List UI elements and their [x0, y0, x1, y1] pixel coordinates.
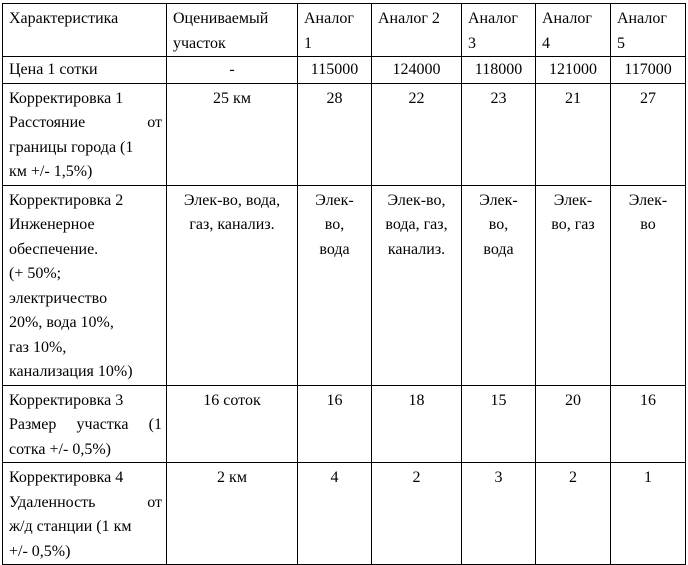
price-subject: -	[167, 57, 298, 84]
adjustment-1-analog-2: 22	[372, 83, 462, 185]
adjustment-4-subject: 2 км	[167, 463, 298, 565]
adjustment-3-label: Корректировка 3 Размер участка (1 сотка +/- 0,5%)	[3, 385, 167, 463]
adjustment-4-analog-3: 3	[462, 463, 536, 565]
adjustment-3-analog-3: 15	[462, 385, 536, 463]
price-analog-5: 117000	[611, 57, 686, 84]
adjustment-2-analog-4: Элек- во, газ	[536, 185, 611, 385]
header-analog-4: Аналог 4	[536, 4, 611, 57]
price-analog-1: 115000	[298, 57, 372, 84]
adjustment-1-subject: 25 км	[167, 83, 298, 185]
price-label: Цена 1 сотки	[3, 57, 167, 84]
adjustment-4-analog-5: 1	[611, 463, 686, 565]
adjustment-1-label: Корректировка 1 Расстояние от границы города (1 км +/- 1,5%)	[3, 83, 167, 185]
adjustment-3-row	[3, 385, 686, 463]
adjustment-2-analog-1: Элек- во, вода	[298, 185, 372, 385]
header-analog-3: Аналог 3	[462, 4, 536, 57]
header-characteristic: Характеристика	[3, 4, 167, 57]
adjustment-2-row	[3, 185, 686, 385]
adjustment-1-analog-5: 27	[611, 83, 686, 185]
comparison-table	[2, 3, 686, 565]
price-analog-2: 124000	[372, 57, 462, 84]
header-row	[3, 4, 686, 57]
adjustment-2-analog-2: Элек-во, вода, газ, канализ.	[372, 185, 462, 385]
adjustment-3-subject: 16 соток	[167, 385, 298, 463]
price-analog-4: 121000	[536, 57, 611, 84]
price-row	[3, 57, 686, 84]
header-analog-5: Аналог 5	[611, 4, 686, 57]
adjustment-4-label: Корректировка 4 Удаленность от ж/д станции (1 км +/- 0,5%)	[3, 463, 167, 565]
adjustment-4-analog-1: 4	[298, 463, 372, 565]
header-subject: Оцениваемый участок	[167, 4, 298, 57]
adjustment-1-row	[3, 83, 686, 185]
adjustment-4-row	[3, 463, 686, 565]
adjustment-1-analog-3: 23	[462, 83, 536, 185]
price-analog-3: 118000	[462, 57, 536, 84]
adjustment-1-analog-4: 21	[536, 83, 611, 185]
adjustment-3-analog-4: 20	[536, 385, 611, 463]
adjustment-2-label: Корректировка 2 Инженерное обеспечение. (+ 50%; электричество 20%, вода 10%, газ 10%, канализация 10%)	[3, 185, 167, 385]
adjustment-3-analog-1: 16	[298, 385, 372, 463]
adjustment-4-analog-2: 2	[372, 463, 462, 565]
adjustment-4-analog-4: 2	[536, 463, 611, 565]
header-analog-1: Аналог 1	[298, 4, 372, 57]
adjustment-1-analog-1: 28	[298, 83, 372, 185]
adjustment-2-analog-5: Элек- во	[611, 185, 686, 385]
adjustment-2-subject: Элек-во, вода, газ, канализ.	[167, 185, 298, 385]
header-analog-2: Аналог 2	[372, 4, 462, 57]
adjustment-3-analog-5: 16	[611, 385, 686, 463]
adjustment-2-analog-3: Элек- во, вода	[462, 185, 536, 385]
adjustment-3-analog-2: 18	[372, 385, 462, 463]
